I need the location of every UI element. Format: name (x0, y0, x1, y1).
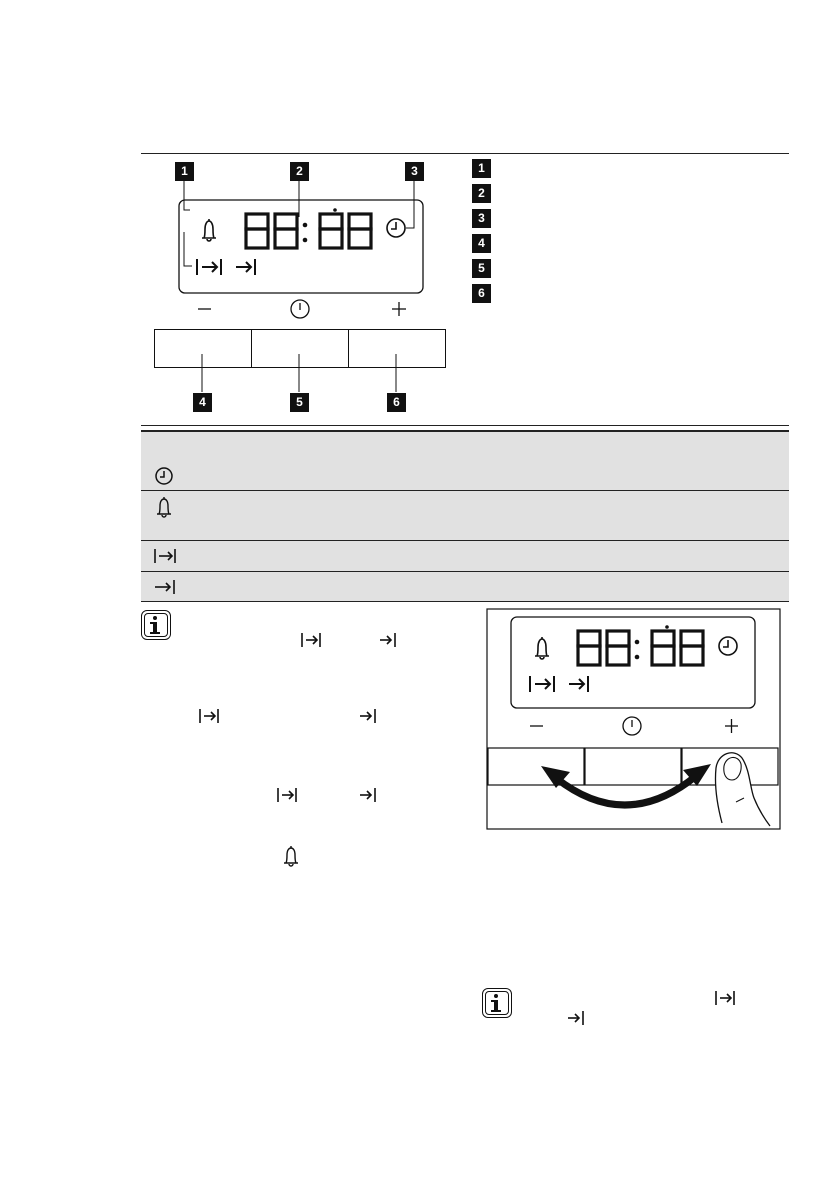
bell-icon (155, 496, 175, 520)
bell-icon (202, 219, 216, 241)
duration-icon (200, 709, 218, 723)
info-icon (482, 988, 512, 1018)
end-icon (236, 259, 255, 275)
table-row (141, 541, 789, 572)
table-row (141, 461, 789, 491)
display-digits (246, 214, 371, 248)
callout-4: 4 (193, 393, 212, 412)
duration-icon (302, 633, 320, 647)
table-row (141, 491, 789, 541)
callout-1: 1 (175, 162, 194, 181)
duration-icon (278, 788, 296, 802)
bell-icon (284, 846, 298, 866)
right-note-inline-icons (560, 988, 750, 1028)
duration-icon (716, 991, 734, 1005)
end-icon (360, 709, 375, 723)
key-leaders (140, 340, 470, 400)
note-inline-icons (180, 620, 440, 870)
clock-icon (153, 465, 175, 487)
end-icon (380, 633, 395, 647)
end-icon (153, 577, 179, 597)
callout-3: 3 (405, 162, 424, 181)
legend-num-1: 1 (472, 159, 491, 178)
table-top-rule (141, 425, 789, 426)
legend-num-5: 5 (472, 259, 491, 278)
top-rule (141, 153, 789, 154)
power-clock-icon (291, 300, 309, 318)
table-row (141, 572, 789, 602)
callout-2: 2 (290, 162, 309, 181)
duration-icon (153, 546, 179, 566)
end-icon (568, 1011, 583, 1025)
legend-num-3: 3 (472, 209, 491, 228)
callout-6: 6 (387, 393, 406, 412)
legend-num-4: 4 (472, 234, 491, 253)
end-icon (360, 788, 375, 802)
legend-num-6: 6 (472, 284, 491, 303)
info-icon (141, 610, 171, 640)
legend-num-2: 2 (472, 184, 491, 203)
table-header (141, 430, 789, 463)
callout-5: 5 (290, 393, 309, 412)
key-press-illustration (486, 608, 782, 832)
duration-icon (197, 259, 221, 275)
clock-icon (387, 219, 405, 237)
